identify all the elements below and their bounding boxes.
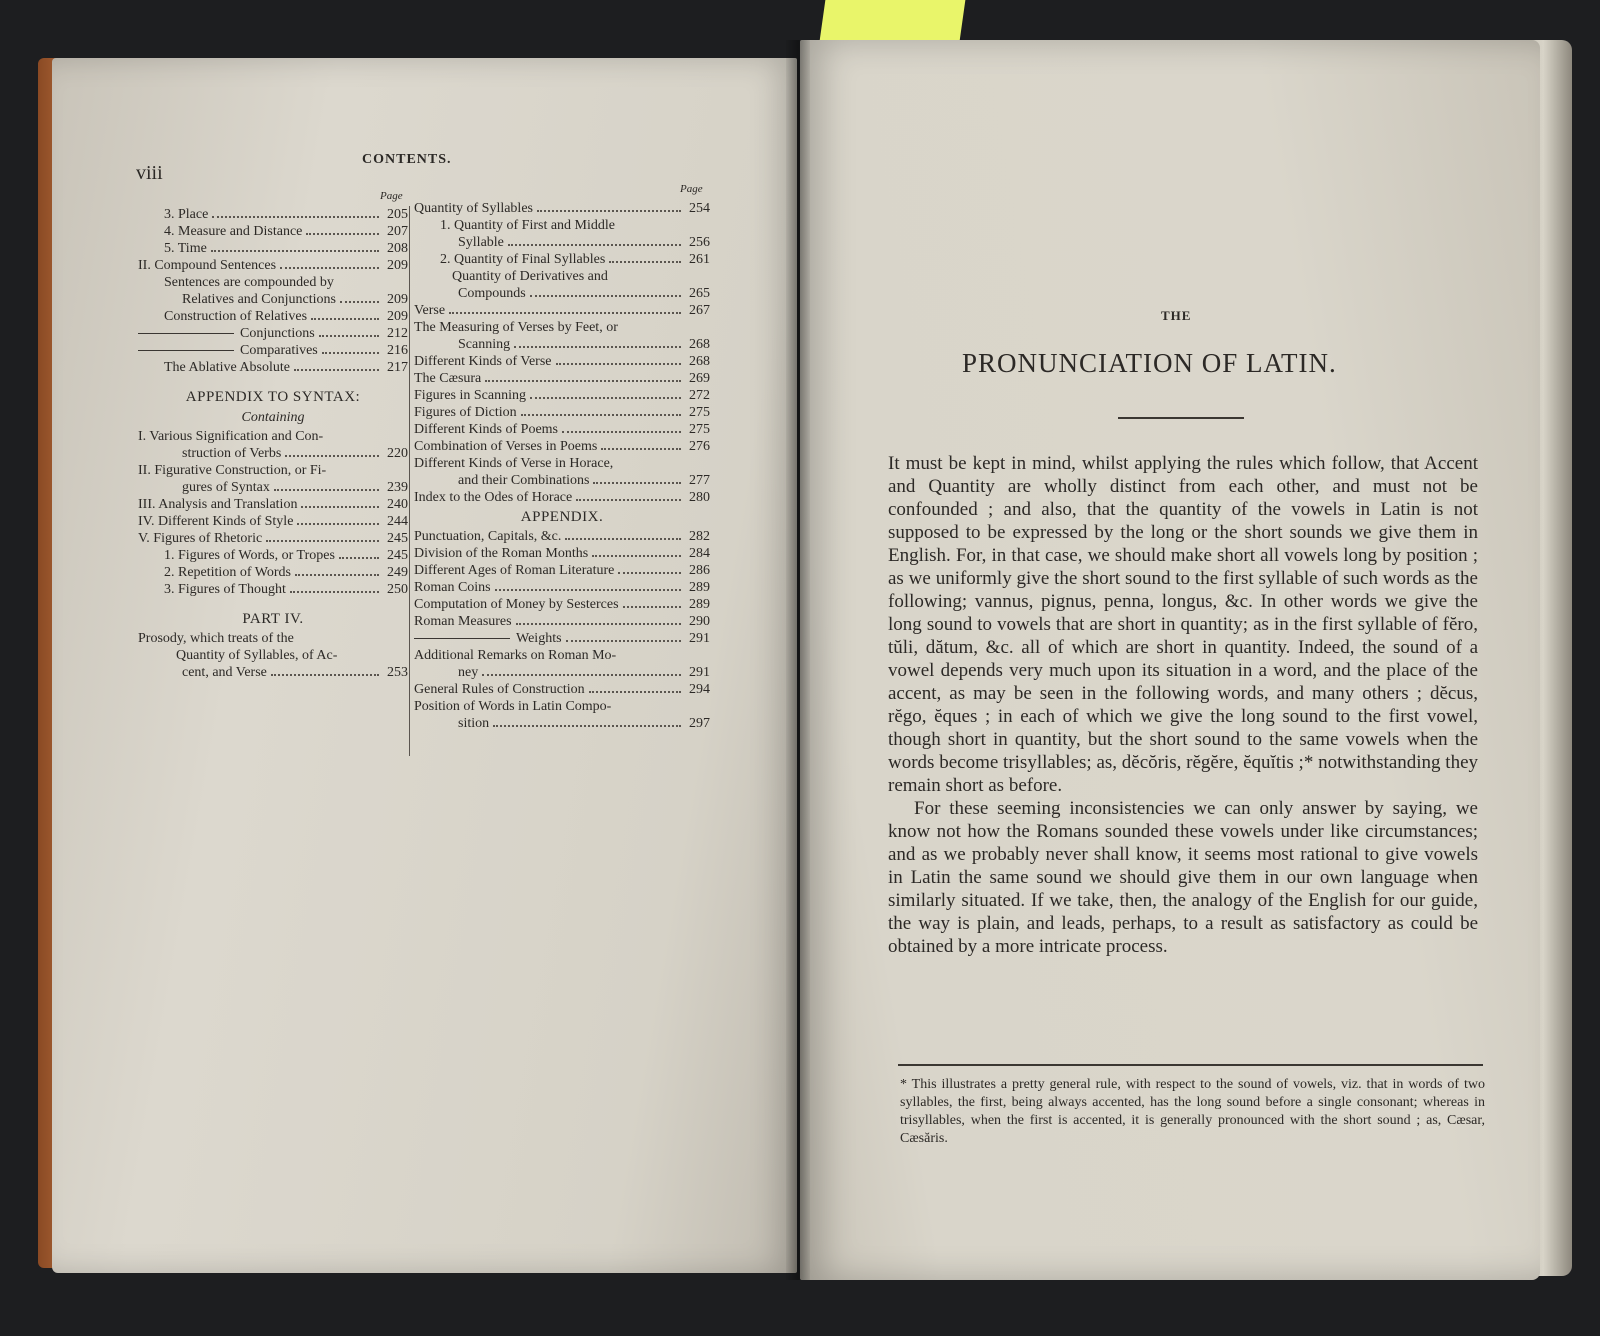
page-number: viii [136,162,163,184]
toc-section-heading: APPENDIX TO SYNTAX: [185,389,361,405]
dot-leader [562,431,681,433]
toc-entry-page: 245 [387,531,408,546]
toc-entry-page: 275 [689,405,710,420]
toc-entry-label: 2. Repetition of Words [164,565,291,580]
dot-leader [285,455,379,457]
page-column-label-2: Page [680,183,703,195]
dot-leader [294,369,379,371]
toc-entry-label: Figures of Diction [414,405,517,420]
toc-entry-line: Sentences are compounded by [164,275,334,290]
footnote-rule [898,1064,1483,1066]
toc-entry-line: Position of Words in Latin Compo- [414,699,612,714]
toc-entry-page: 254 [689,201,710,216]
dot-leader [530,295,681,297]
dot-leader [530,397,681,399]
contents-column-right [414,200,710,732]
toc-entry-page: 239 [387,480,408,495]
toc-entry-label: sition [458,716,490,731]
dot-leader [485,380,681,382]
toc-entry [138,308,408,325]
body-text [888,452,1478,958]
toc-entry-line: II. Figurative Construction, or Fi- [138,463,327,478]
toc-entry [414,251,710,268]
toc-entry-label: Relatives and Conjunctions [182,292,336,307]
dot-leader [618,572,681,574]
toc-entry-label: 3. Figures of Thought [164,582,286,597]
toc-entry-label: Punctuation, Capitals, &c. [414,529,562,544]
toc-entry-page: 209 [387,292,408,307]
toc-entry [138,530,408,547]
toc-entry-page: 294 [689,682,710,697]
toc-entry [414,596,710,613]
dot-leader [290,591,379,593]
toc-entry [138,479,408,496]
toc-entry [414,528,710,545]
toc-entry-label: 5. Time [164,241,207,256]
toc-entry-label: The Ablative Absolute [164,360,290,375]
toc-entry-page: 289 [689,580,710,595]
toc-entry-label: Different Kinds of Poems [414,422,558,437]
toc-entry-line: Different Kinds of Verse in Horace, [414,456,614,471]
toc-entry [414,285,710,302]
toc-entry-label: IV. Different Kinds of Style [138,514,294,529]
toc-entry [414,579,710,596]
paragraph-2: For these seeming inconsistencies we can only answer by saying, we know not how the Romans sounded these vowels under like circumstances; and as we probably never shall know, it seems most rational to give vowels in Latin the same sound we should give them in our own language when similarly situated. If we take, then, the analogy of the English for our guide, the way is plain, and leads, perhaps, to a result as satisfactory as could be obtained by a more intricate process. [888,798,1478,957]
toc-entry-label [138,342,318,359]
toc-entry-page: 250 [387,582,408,597]
toc-entry [414,302,710,319]
toc-entry [138,547,408,564]
ditto-rule [138,350,234,351]
toc-entry-page: 240 [387,497,408,512]
toc-entry [138,257,408,274]
dot-leader [566,640,681,642]
dot-leader [280,267,379,269]
dot-leader [593,482,681,484]
toc-entry-label: and their Combinations [458,473,590,488]
toc-entry [414,630,710,647]
toc-section-heading: APPENDIX. [520,509,604,525]
dot-leader [514,346,681,348]
toc-entry-page: 290 [689,614,710,629]
dot-leader [266,540,379,542]
toc-entry [138,496,408,513]
toc-entry [414,421,710,438]
dot-leader [212,216,379,218]
toc-entry [414,336,710,353]
toc-entry-label: Different Kinds of Verse [414,354,552,369]
toc-entry-label: 4. Measure and Distance [164,224,303,239]
toc-subheading: Containing [241,410,305,425]
toc-entry-page: 272 [689,388,710,403]
toc-entry-page: 268 [689,337,710,352]
toc-entry [414,562,710,579]
toc-entry [414,489,710,506]
toc-entry [414,200,710,217]
column-divider [409,206,410,756]
toc-entry [138,342,408,359]
toc-entry [414,353,710,370]
toc-entry [414,438,710,455]
toc-entry-label: Construction of Relatives [164,309,308,324]
chapter-title: PRONUNCIATION OF LATIN. [962,348,1337,378]
toc-entry-line: Quantity of Derivatives and [452,269,608,284]
dot-leader [576,499,681,501]
toc-entry [138,445,408,462]
toc-entry [138,513,408,530]
toc-entry-line: 1. Quantity of First and Middle [440,218,615,233]
dot-leader [340,301,379,303]
toc-entry-label: Roman Coins [414,580,491,595]
toc-entry [414,370,710,387]
book-gutter [786,40,810,1280]
dot-leader [482,674,681,676]
running-title: CONTENTS. [362,152,452,167]
toc-entry-label: II. Compound Sentences [138,258,277,273]
ditto-rule [138,333,234,334]
dot-leader [521,414,681,416]
dot-leader [449,312,681,314]
toc-entry-page: 268 [689,354,710,369]
toc-entry-label: Index to the Odes of Horace [414,490,573,505]
dot-leader [271,674,379,676]
dot-leader [592,555,681,557]
toc-entry-page: 275 [689,422,710,437]
toc-entry-line: The Measuring of Verses by Feet, or [414,320,618,335]
toc-entry-page: 289 [689,597,710,612]
dot-leader [516,623,681,625]
toc-entry [414,404,710,421]
paragraph-1: It must be kept in mind, whilst applying the rules which follow, that Accent and Quantity are wholly distinct from each other, and must not be confounded ; and also, that the quantity of the vowels in Latin is not supposed to be expressed by the long or the short sounds we give them in English. For, in that case, we should make short all vowels long by position ; as we uniformly give the short sound to the first syllable of such words as the following; vannus, pignus, penna, longus, &c. In other words we give the long sound to vowels that are short in quantity; as in the first syllable of fĕro, tŭli, dătum, &c. all of which are short in quantity. Indeed, the sound of a vowel depends very much upon its situation in a word, and the place of the accent, as may be seen in the following words, and many others ; dĕcus, rĕgo, ĕques ; in each of which we give the long sound to the first vowel, though short in quantity, but the short sound to the same vowels when the words become trisyllables; as, dĕcŏris, rĕgĕre, ĕquĭtis ;* notwithstanding they remain short as before. [888,453,1478,796]
toc-entry [138,581,408,598]
toc-entry-page: 269 [689,371,710,386]
toc-entry-page: 244 [387,514,408,529]
toc-entry [414,613,710,630]
toc-entry-label: The Cæsura [414,371,482,386]
toc-entry-label: Syllable [458,235,504,250]
toc-entry-label: 1. Figures of Words, or Tropes [164,548,335,563]
toc-entry-label: V. Figures of Rhetoric [138,531,263,546]
toc-entry-line: Additional Remarks on Roman Mo- [414,648,617,663]
toc-entry-label [138,325,315,342]
toc-entry [414,545,710,562]
toc-entry-line: Prosody, which treats of the [138,631,294,646]
toc-entry-page: 208 [387,241,408,256]
toc-entry-label: 2. Quantity of Final Syllables [440,252,606,267]
toc-entry-line: I. Various Signification and Con- [138,429,324,444]
toc-entry [138,359,408,376]
dot-leader [609,261,681,263]
toc-entry-page: 261 [689,252,710,267]
toc-entry-label [414,630,562,647]
toc-entry-page: 291 [689,631,710,646]
dot-leader [311,318,379,320]
dot-leader [295,574,379,576]
toc-entry-page: 253 [387,665,408,680]
dot-leader [493,725,681,727]
toc-entry-page: 256 [689,235,710,250]
toc-entry-page: 249 [387,565,408,580]
toc-entry-label: III. Analysis and Translation [138,497,298,512]
toc-entry [414,234,710,251]
toc-entry-label: Quantity of Syllables [414,201,533,216]
toc-entry [414,715,710,732]
toc-entry [414,387,710,404]
toc-entry-label: struction of Verbs [182,446,282,461]
dot-leader [508,244,681,246]
toc-entry [138,206,408,223]
page-column-label: Page [380,190,403,202]
dot-leader [495,589,681,591]
toc-entry-page: 286 [689,563,710,578]
toc-entry-text: Conjunctions [240,326,315,341]
toc-entry-label: Combination of Verses in Poems [414,439,598,454]
toc-entry-line: Quantity of Syllables, of Ac- [176,648,338,663]
toc-entry [414,664,710,681]
toc-entry-label: cent, and Verse [182,665,267,680]
toc-entry-page: 209 [387,309,408,324]
toc-entry-page: 245 [387,548,408,563]
dot-leader [301,506,379,508]
toc-gap [138,598,408,608]
toc-entry-page: 291 [689,665,710,680]
toc-entry-label: Compounds [458,286,526,301]
toc-entry [414,472,710,489]
toc-entry-page: 220 [387,446,408,461]
toc-entry-text: Comparatives [240,343,318,358]
title-article: THE [1161,308,1192,323]
toc-entry-label: Verse [414,303,446,318]
dot-leader [274,489,379,491]
toc-section-heading: PART IV. [242,611,304,627]
toc-entry [138,291,408,308]
toc-entry-page: 297 [689,716,710,731]
dot-leader [537,210,681,212]
toc-entry-page: 207 [387,224,408,239]
dot-leader [306,233,379,235]
ditto-rule [414,638,510,639]
toc-entry [138,325,408,342]
toc-entry-label: ney [458,665,479,680]
toc-entry-page: 277 [689,473,710,488]
dot-leader [297,523,379,525]
dot-leader [339,557,379,559]
toc-entry-label: Division of the Roman Months [414,546,589,561]
toc-entry-page: 217 [387,360,408,375]
toc-entry-page: 282 [689,529,710,544]
dot-leader [322,352,379,354]
dot-leader [565,538,681,540]
title-rule [1118,417,1244,419]
toc-entry [138,564,408,581]
toc-entry-label: Scanning [458,337,511,352]
dot-leader [319,335,379,337]
toc-entry-page: 205 [387,207,408,222]
footnote: * This illustrates a pretty general rule, with respect to the sound of vowels, viz. that in words of two syllables, the first, being always accented, has the long sound before a single consonant; whereas in trisyllables, when the first is accented, it is generally pronounced with the short sound ; as, Cæsar, Cæsăris. [900,1077,1485,1146]
toc-entry-label: Roman Measures [414,614,512,629]
toc-entry-label: Figures in Scanning [414,388,526,403]
toc-entry-page: 280 [689,490,710,505]
dot-leader [623,606,681,608]
toc-entry [138,664,408,681]
toc-entry [138,240,408,257]
toc-gap [138,376,408,386]
toc-entry [414,681,710,698]
toc-entry-label: General Rules of Construction [414,682,585,697]
toc-entry-page: 276 [689,439,710,454]
toc-entry-page: 209 [387,258,408,273]
toc-entry-page: 216 [387,343,408,358]
contents-column-left [138,206,408,681]
toc-entry-page: 284 [689,546,710,561]
toc-entry-page: 212 [387,326,408,341]
dot-leader [601,448,681,450]
dot-leader [556,363,681,365]
toc-entry-label: 3. Place [164,207,209,222]
toc-entry-text: Weights [516,631,562,646]
toc-entry-page: 265 [689,286,710,301]
dot-leader [211,250,379,252]
toc-entry-label: Different Ages of Roman Literature [414,563,615,578]
toc-entry-page: 267 [689,303,710,318]
dot-leader [589,691,681,693]
toc-entry [138,223,408,240]
toc-entry-label: Computation of Money by Sesterces [414,597,619,612]
toc-entry-label: gures of Syntax [182,480,270,495]
